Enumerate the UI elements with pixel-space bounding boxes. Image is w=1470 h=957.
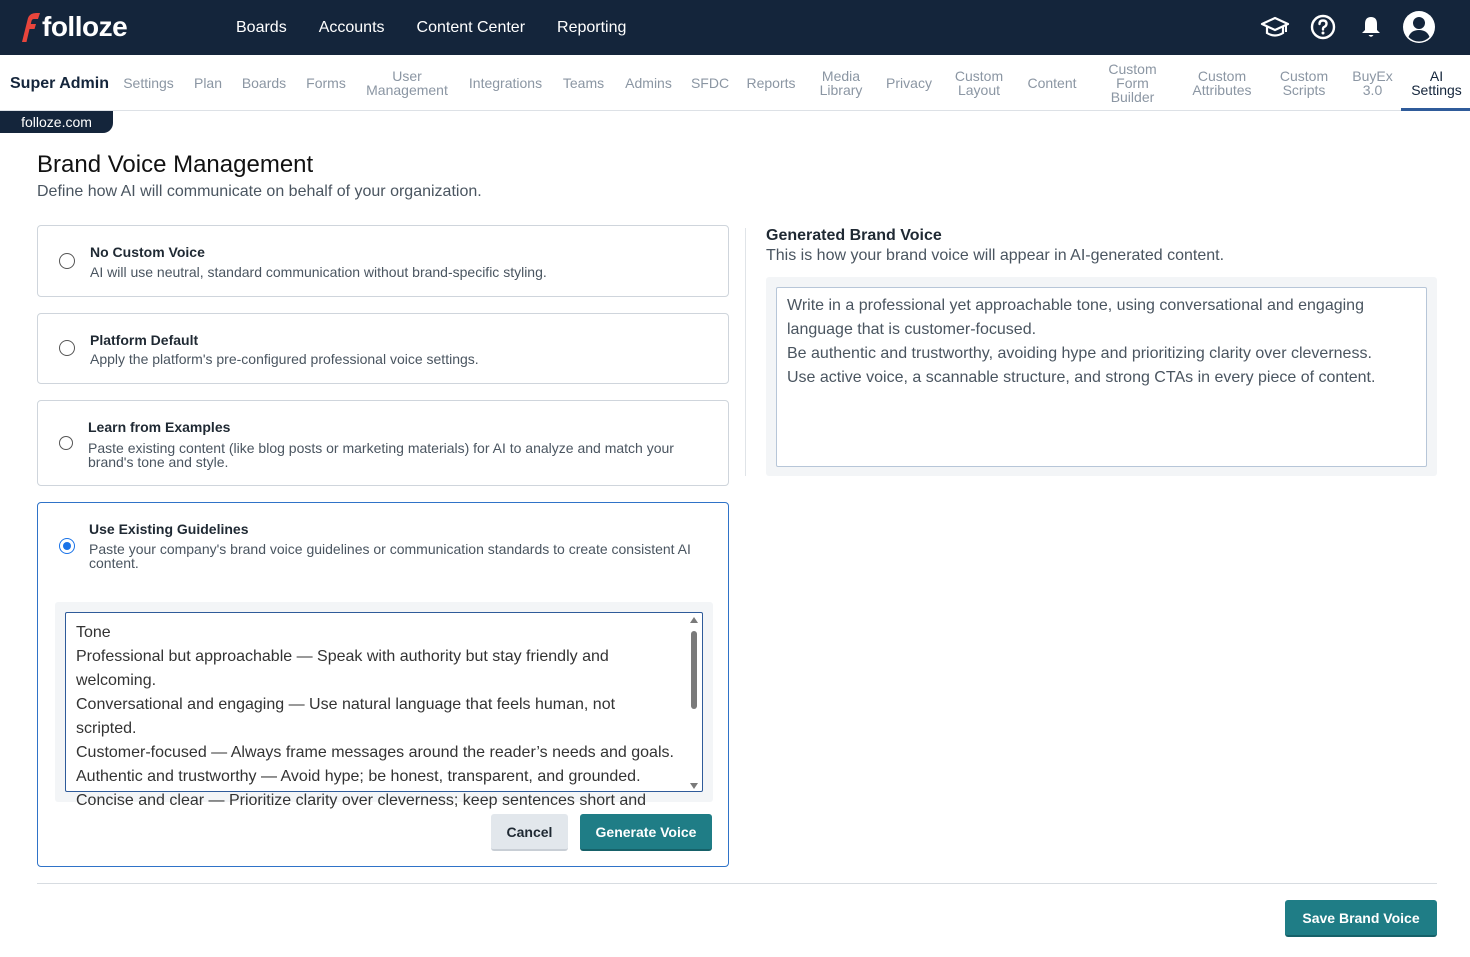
option-description: Apply the platform's pre-configured professional voice settings. xyxy=(90,351,479,367)
guidelines-line: Tone xyxy=(76,624,111,641)
option-description: AI will use neutral, standard communication without brand-specific styling. xyxy=(90,264,547,280)
radio-platform-default[interactable] xyxy=(59,340,75,356)
help-icon[interactable] xyxy=(1306,10,1340,44)
cancel-button[interactable]: Cancel xyxy=(491,814,568,851)
page-title: Brand Voice Management xyxy=(37,151,314,178)
nav-accounts[interactable]: Accounts xyxy=(318,18,385,36)
option-platform-default[interactable] xyxy=(37,313,729,384)
option-description: Paste existing content (like blog posts or marketing materials) for AI to analyze and match your brand's tone and style. xyxy=(88,440,674,470)
main-nav xyxy=(220,0,642,55)
guidelines-line: Customer-focused — Always frame messages around the reader’s needs and goals. xyxy=(76,744,674,761)
user-avatar-icon[interactable] xyxy=(1402,10,1436,44)
generate-voice-button[interactable]: Generate Voice xyxy=(580,814,712,851)
radio-no-custom-voice[interactable] xyxy=(59,253,75,269)
textarea-scrollbar[interactable] xyxy=(688,615,700,791)
nav-content-center[interactable]: Content Center xyxy=(416,18,526,36)
subnav-media-library[interactable]: Media Library xyxy=(819,68,863,98)
bell-icon[interactable] xyxy=(1354,10,1388,44)
option-no-custom-voice[interactable] xyxy=(37,225,729,297)
subnav-plan[interactable]: Plan xyxy=(193,75,223,91)
logo[interactable] xyxy=(18,8,127,46)
footer-divider xyxy=(37,883,1437,884)
subnav-custom-attributes[interactable]: Custom Attributes xyxy=(1192,68,1252,98)
option-use-existing-guidelines[interactable] xyxy=(37,502,729,867)
radio-use-existing-guidelines[interactable] xyxy=(59,538,75,554)
subnav-sfdc[interactable]: SFDC xyxy=(690,75,730,91)
nav-boards[interactable]: Boards xyxy=(236,18,287,36)
graduation-cap-icon[interactable] xyxy=(1258,10,1292,44)
radio-learn-from-examples[interactable] xyxy=(59,436,73,450)
logo-text: folloze xyxy=(42,11,128,42)
subnav-boards[interactable]: Boards xyxy=(241,75,287,91)
generated-line: Use active voice, a scannable structure, and strong CTAs in every piece of content. xyxy=(787,369,1376,386)
subnav-settings[interactable]: Settings xyxy=(123,75,174,91)
generated-line: Be authentic and trustworthy, avoiding hype and prioritizing clarity over cleverness. xyxy=(787,345,1372,362)
page-subtitle: Define how AI will communicate on behalf of your organization. xyxy=(37,183,482,200)
subnav-custom-form-builder[interactable]: Custom Form Builder xyxy=(1108,61,1157,105)
generated-line: Write in a professional yet approachable tone, using conversational and engaging language that is customer-focused. xyxy=(787,297,1369,338)
column-divider xyxy=(745,228,746,476)
option-description: Paste your company's brand voice guidelines or communication standards to create consistent AI content. xyxy=(89,541,691,571)
super-admin-title: Super Admin xyxy=(10,75,109,92)
subnav-user-management[interactable]: User Management xyxy=(366,68,448,98)
subnav-custom-layout[interactable]: Custom Layout xyxy=(954,68,1004,98)
generated-voice-title: Generated Brand Voice xyxy=(766,227,942,244)
domain-tab[interactable]: folloze.com xyxy=(0,111,113,133)
subnav-ai-settings[interactable]: AI Settings xyxy=(1411,68,1462,98)
top-navbar xyxy=(0,0,1470,55)
save-brand-voice-button[interactable]: Save Brand Voice xyxy=(1285,900,1437,937)
guidelines-line: Professional but approachable — Speak with authority but stay friendly and welcoming. xyxy=(76,648,614,689)
guidelines-input-wrapper xyxy=(55,602,713,809)
subnav-custom-scripts[interactable]: Custom Scripts xyxy=(1279,68,1329,98)
generated-voice-output[interactable] xyxy=(776,287,1427,467)
subnav-content[interactable]: Content xyxy=(1027,75,1077,91)
subnav-admins[interactable]: Admins xyxy=(625,75,672,91)
subnav-active-indicator xyxy=(1401,108,1470,111)
top-icons xyxy=(1258,10,1436,44)
folloze-logo-icon xyxy=(18,12,40,42)
guidelines-line: Concise and clear — Prioritize clarity over cleverness; keep sentences short and xyxy=(76,792,647,809)
guidelines-line: Conversational and engaging — Use natural language that feels human, not scripted. xyxy=(76,696,620,737)
subnav-reports[interactable]: Reports xyxy=(746,75,796,91)
subnav-buyex[interactable]: BuyEx 3.0 xyxy=(1352,68,1393,98)
option-title: Platform Default xyxy=(90,332,199,348)
scrollbar-thumb[interactable] xyxy=(691,631,697,709)
subnav-privacy[interactable]: Privacy xyxy=(886,75,932,91)
option-title: Learn from Examples xyxy=(88,419,231,435)
subnav-teams[interactable]: Teams xyxy=(562,75,605,91)
subnav-forms[interactable]: Forms xyxy=(306,75,346,91)
option-title: Use Existing Guidelines xyxy=(89,521,249,537)
guidelines-textarea[interactable] xyxy=(65,612,703,809)
generated-voice-subtitle: This is how your brand voice will appear in AI-generated content. xyxy=(766,247,1225,264)
scroll-up-arrow-icon[interactable] xyxy=(690,617,698,623)
generated-voice-wrapper xyxy=(766,277,1437,476)
option-title: No Custom Voice xyxy=(90,244,205,260)
subnav-integrations[interactable]: Integrations xyxy=(468,75,543,91)
option-learn-from-examples[interactable] xyxy=(37,400,729,486)
guidelines-line: Authentic and trustworthy — Avoid hype; be honest, transparent, and grounded. xyxy=(76,768,641,785)
scroll-down-arrow-icon[interactable] xyxy=(690,783,698,789)
nav-reporting[interactable]: Reporting xyxy=(557,18,627,36)
